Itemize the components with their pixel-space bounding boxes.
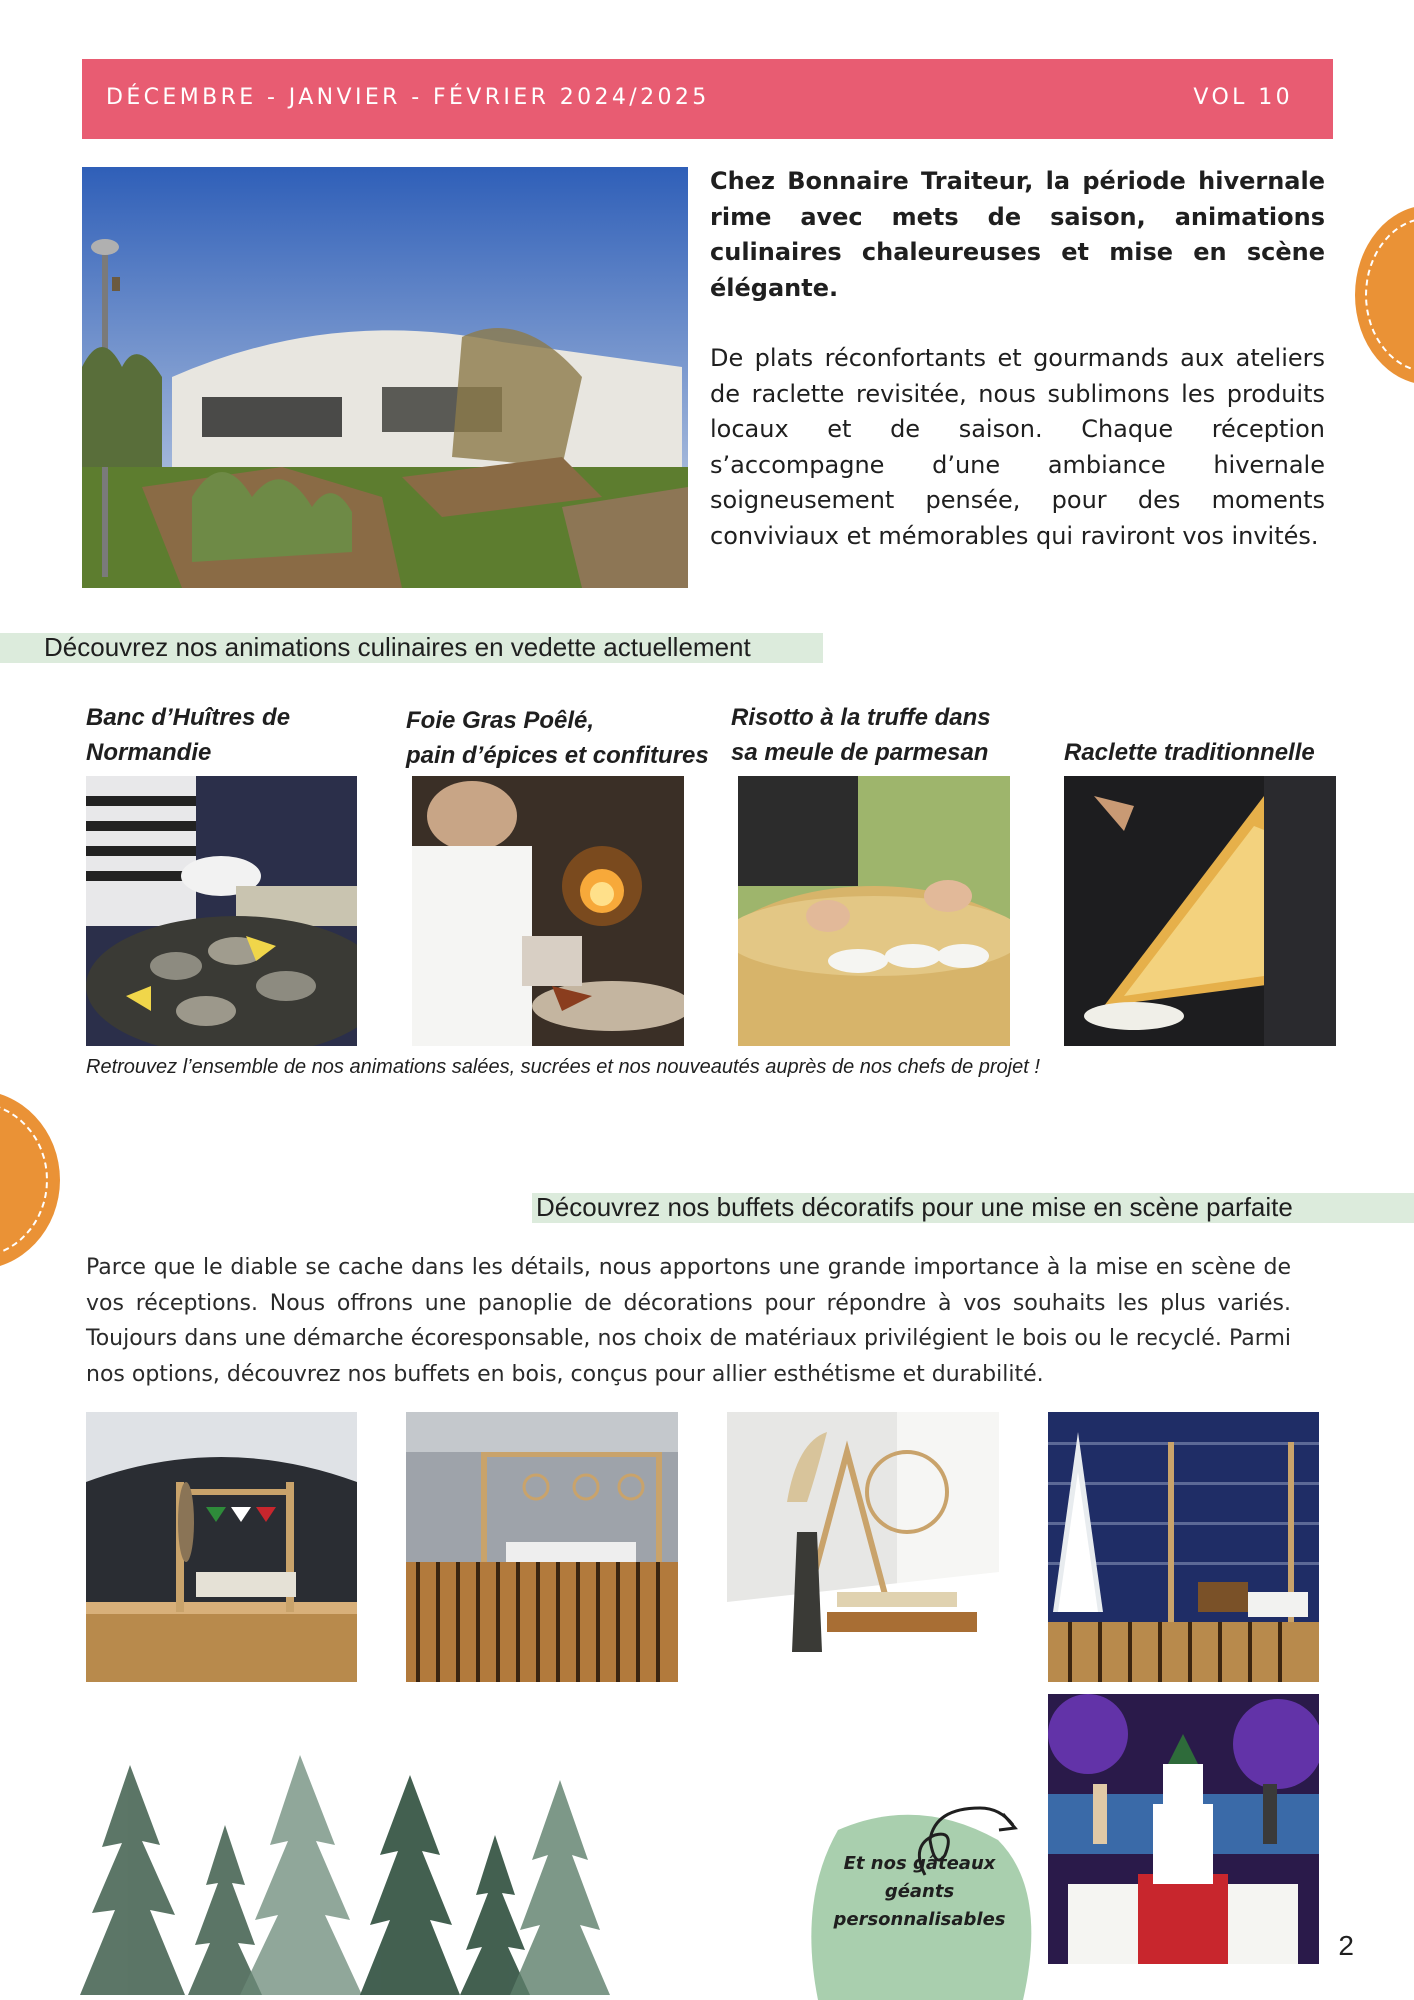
intro-body: De plats réconfortants et gourmands aux ateliers de raclette revisitée, nous sublimons les produits locaux et de saison. Chaque réception s’accompagne d’une ambiance hivernale soigneusement pensée, pour des moments conviviaux et mémorables qui raviront vos invités. (710, 344, 1325, 550)
oysters-photo (86, 776, 357, 1046)
raclette-photo (1064, 776, 1336, 1046)
animation-caption-raclette: Raclette traditionnelle (1064, 739, 1315, 766)
header-band (82, 59, 1333, 139)
page-number: 2 (1338, 1930, 1354, 1961)
buffet-photo-2 (406, 1412, 678, 1682)
cakes-label: Et nos gâteaux géants personnalisables (833, 1853, 1006, 1930)
animation-caption-oysters: Banc d’Huîtres de Normandie (86, 704, 291, 766)
giant-cake-photo (1048, 1694, 1319, 1964)
risotto-photo (738, 776, 1010, 1046)
animation-caption-foie-gras: Foie Gras Poêlé, pain d’épices et confitures (406, 707, 709, 769)
orange-ring-decoration-left (0, 1090, 60, 1270)
animations-section-title: Découvrez nos animations culinaires en vedette actuellement (44, 632, 751, 662)
intro-lead: Chez Bonnaire Traiteur, la période hivernale rime avec mets de saison, animations culinaires chaleureuses et mise en scène élégante. (710, 167, 1325, 302)
animations-footnote: Retrouvez l’ensemble de nos animations salées, sucrées et nos nouveautés auprès de nos chefs de projet ! (86, 1056, 1040, 1078)
buffets-paragraph: Parce que le diable se cache dans les détails, nous apportons une grande importance à la mise en scène de vos réceptions. Nous offrons une panoplie de décorations pour répondre à vos souhaits les plus variés. Toujours dans une démarche écoresponsable, nos choix de matériaux privilégient le bois ou le recyclé. Parmi nos options, découvrez nos buffets en bois, conçus pour allier esthétisme et durabilité. (86, 1255, 1291, 1387)
building-photo (82, 167, 688, 588)
orange-ring-decoration-right (1355, 205, 1414, 385)
volume-label: VOL 10 (1193, 85, 1293, 110)
buffet-photo-4 (1048, 1412, 1319, 1682)
buffet-photo-3 (727, 1412, 999, 1682)
foie-gras-photo (412, 776, 684, 1046)
intro-text (710, 164, 1325, 554)
buffets-section-title: Découvrez nos buffets décoratifs pour une mise en scène parfaite (536, 1192, 1293, 1222)
buffet-photo-1 (86, 1412, 357, 1682)
pine-trees-illustration (80, 1755, 620, 2000)
issue-date: DÉCEMBRE - JANVIER - FÉVRIER 2024/2025 (106, 85, 710, 110)
animation-caption-risotto: Risotto à la truffe dans sa meule de parmesan (731, 704, 991, 766)
